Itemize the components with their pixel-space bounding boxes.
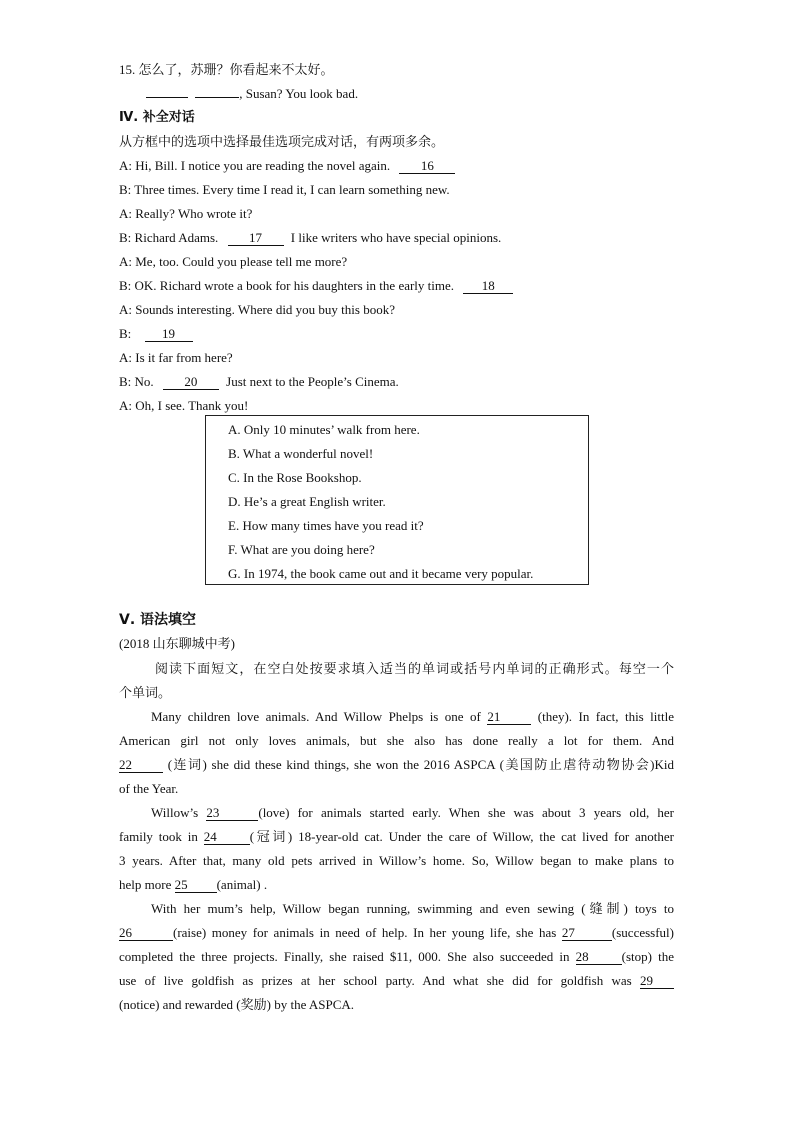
paragraph-3 [119, 897, 674, 1017]
paragraph-line: of the Year. [119, 781, 179, 796]
option-d: D. He’s a great English writer. [228, 494, 386, 509]
answer-blank-23[interactable]: 23 [206, 805, 258, 821]
dialogue-text: Just next to the People’s Cinema. [226, 374, 399, 389]
paragraph-line [119, 705, 674, 729]
paragraph-line [119, 921, 674, 945]
text: (连词) she did these kind things, she won the 2016 ASPCA (美国防止虐待动物协会)Kid [167, 757, 675, 772]
text: Willow’s [151, 805, 199, 820]
answer-blank-21[interactable]: 21 [487, 709, 531, 725]
paragraph-2 [119, 801, 674, 897]
text: Many children love animals. And Willow Phelps is one of [151, 709, 481, 724]
answer-blank-19[interactable]: 19 [145, 326, 193, 342]
dialogue-text: B: Richard Adams. [119, 230, 219, 245]
question-15-prompt: 15. 怎么了，苏珊？你看起来不太好。 [119, 62, 334, 77]
option-g: G. In 1974, the book came out and it became very popular. [228, 566, 534, 581]
option-f: F. What are you doing here? [228, 542, 375, 557]
answer-blank-28[interactable]: 28 [576, 949, 622, 965]
text: (they). In fact, this little [537, 709, 675, 724]
question-15-rest: , Susan? You look bad. [239, 86, 359, 101]
dialogue-line [119, 229, 501, 247]
text: (successful) [611, 925, 674, 940]
option-b: B. What a wonderful novel! [228, 446, 374, 461]
paragraph-line [119, 825, 674, 849]
paragraph-line [119, 945, 674, 969]
dialogue-line: A: Oh, I see. Thank you! [119, 398, 249, 413]
option-a: A. Only 10 minutes’ walk from here. [228, 422, 420, 437]
answer-blank-24[interactable]: 24 [204, 829, 250, 845]
answer-blank-16[interactable]: 16 [399, 158, 455, 174]
text: use of live goldfish as prizes at her school party. And what she did for goldfish was [119, 973, 632, 988]
dialogue-line [119, 325, 193, 343]
answer-blank-22[interactable]: 22 [119, 757, 163, 773]
text: (raise) money for animals in need of help. In her young life, she has [173, 925, 557, 940]
dialogue-text: B: [119, 326, 132, 341]
paragraph-line: (notice) and rewarded (奖励) by the ASPCA. [119, 997, 355, 1012]
dialogue-text: B: No. [119, 374, 154, 389]
answer-blank[interactable] [146, 97, 188, 98]
paragraph-line: 3 years. After that, many old pets arrived in Willow’s home. So, Willow began to make plans to [119, 853, 674, 868]
dialogue-line: A: Really? Who wrote it? [119, 206, 253, 221]
answer-blank-25[interactable]: 25 [175, 877, 217, 893]
answer-blank-29[interactable]: 29 [640, 973, 674, 989]
paragraph-line [119, 969, 674, 993]
dialogue-line: A: Me, too. Could you please tell me more? [119, 254, 348, 269]
dialogue-text: A: Hi, Bill. I notice you are reading the novel again. [119, 158, 391, 173]
section-5-source: (2018 山东聊城中考) [119, 636, 235, 651]
options-box [205, 415, 589, 585]
section-4-instruction: 从方框中的选项中选择最佳选项完成对话，有两项多余。 [119, 134, 445, 149]
dialogue-line [119, 277, 513, 295]
paragraph-line: With her mum’s help, Willow began running, swimming and even sewing (缝制) toys to [151, 901, 674, 916]
section-5-instruction [119, 657, 674, 705]
text: (animal) . [216, 877, 268, 892]
answer-blank-20[interactable]: 20 [163, 374, 219, 390]
text: (冠词) 18-year-old cat. Under the care of Willow, the cat lived for another [249, 829, 675, 844]
section-4-heading: Ⅳ. 补全对话 [119, 110, 195, 125]
instruction-line: 阅读下面短文，在空白处按要求填入适当的单词或括号内单词的正确形式。每空一个 [155, 661, 674, 676]
text: family took in [119, 829, 198, 844]
paragraph-line [119, 753, 674, 777]
text: (love) for animals started early. When she was about 3 years old, her [258, 805, 675, 820]
dialogue-line [119, 157, 455, 175]
dialogue-line [119, 373, 399, 391]
dialogue-line: B: Three times. Every time I read it, I can learn something new. [119, 182, 450, 197]
paragraph-line: American girl not only loves animals, but she also has done really a lot for them. And [119, 733, 674, 748]
option-c: C. In the Rose Bookshop. [228, 470, 362, 485]
answer-blank[interactable] [195, 97, 239, 98]
answer-blank-27[interactable]: 27 [562, 925, 612, 941]
paragraph-1 [119, 705, 674, 801]
option-e: E. How many times have you read it? [228, 518, 424, 533]
answer-blank-18[interactable]: 18 [463, 278, 513, 294]
paragraph-line [119, 873, 674, 897]
text: (stop) the [621, 949, 675, 964]
question-15-answer-line [146, 85, 358, 103]
section-5-heading: Ⅴ. 语法填空 [119, 612, 197, 628]
dialogue-line: A: Sounds interesting. Where did you buy this book? [119, 302, 395, 317]
answer-blank-26[interactable]: 26 [119, 925, 173, 941]
text: help more [119, 877, 172, 892]
dialogue-line: A: Is it far from here? [119, 350, 233, 365]
dialogue-text: B: OK. Richard wrote a book for his daughters in the early time. [119, 278, 455, 293]
answer-blank-17[interactable]: 17 [228, 230, 284, 246]
instruction-line: 个单词。 [119, 685, 172, 700]
dialogue-text: I like writers who have special opinions. [290, 230, 502, 245]
paragraph-line [119, 801, 674, 825]
text: completed the three projects. Finally, she raised $11, 000. She also succeeded in [119, 949, 570, 964]
